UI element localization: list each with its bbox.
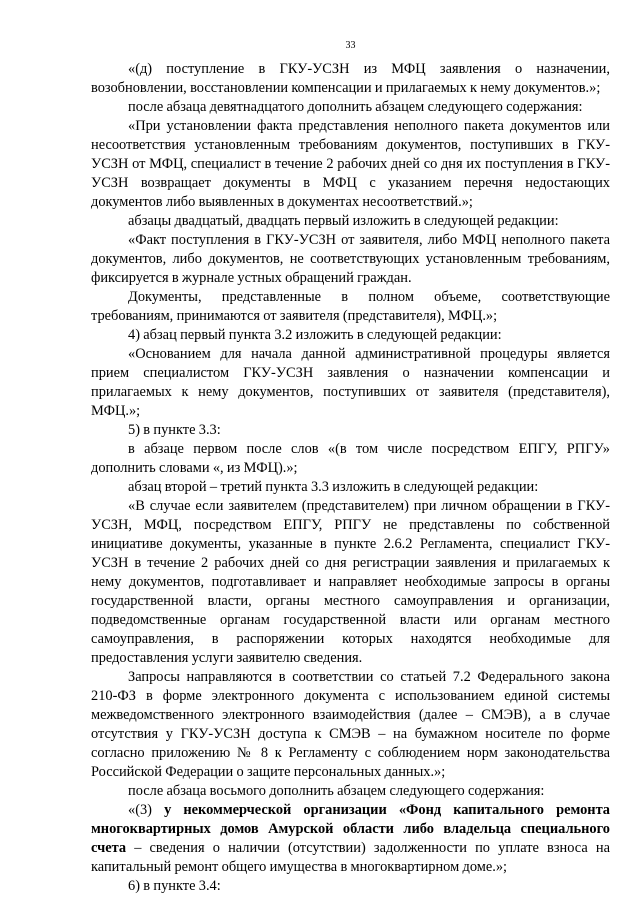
paragraph-16: 6) в пункте 3.4:: [128, 878, 221, 894]
paragraph-13: Запросы направляются в соответствии со статьей 7.2 Федерального закона 210-ФЗ в форме электронного документа с использованием единой системы межведомственного электронного взаимодействия (далее – СМЭВ), а в случае отсутствия у ГКУ-УСЗН доступа к СМЭВ – на бумажном носителе по форме согласно приложению № 8 к Регламенту с соблюдением норм законодательства Российской Федерации о защите персональных данных.»;: [91, 669, 610, 780]
page-number: 33: [345, 40, 356, 51]
paragraph-7: 4) абзац первый пункта 3.2 изложить в следующей редакции:: [128, 327, 502, 343]
paragraph-12: «В случае если заявителем (представителем) при личном обращении в ГКУ-УСЗН, МФЦ, посредством ЕПГУ, РПГУ не представлены по собственной инициативе документы, указанные в пункте 2.6.2 Регламента, специалист ГКУ-УСЗН в течение 2 рабочих дней со дня регистрации заявления и прилагаемых к нему документов, подготавливает и направляет необходимые запросы в органы государственной власти, органы местного самоуправления и организации, подведомственные органам государственной власти или органам местного самоуправления, в распоряжении которых находятся необходимые для предоставления услуги заявителю сведения.: [91, 498, 610, 666]
paragraph-2: после абзаца девятнадцатого дополнить абзацем следующего содержания:: [128, 99, 583, 115]
paragraph-15-bold-text: у некоммерческой организации «Фонд капитального ремонта многоквартирных домов Амурской области либо владельца специального счета: [91, 802, 611, 856]
paragraph-11: абзац второй – третий пункта 3.3 изложить в следующей редакции:: [128, 479, 539, 495]
paragraph-8: «Основанием для начала данной административной процедуры является прием специалистом ГКУ-УСЗН заявления о назначении компенсации и прилагаемых к нему документов, поступивших от заявителя (представителя), МФЦ.»;: [91, 346, 610, 419]
paragraph-4: абзацы двадцатый, двадцать первый изложить в следующей редакции:: [128, 213, 559, 229]
paragraph-3: «При установлении факта представления неполного пакета документов или несоответствия установленным требованиям документов, поступивших в ГКУ-УСЗН от МФЦ, специалист в течение 2 рабочих дней со дня их поступления в ГКУ-УСЗН возвращает документы в МФЦ с указанием перечня недостающих документов либо выявленных в документах несоответствий.»;: [91, 118, 610, 210]
paragraph-1: «(д) поступление в ГКУ-УСЗН из МФЦ заявления о назначении, возобновлении, восстановлении компенсации и прилагаемых к нему документов.»;: [91, 61, 610, 96]
paragraph-6: Документы, представленные в полном объеме, соответствующие требованиям, принимаются от заявителя (представителя), МФЦ.»;: [91, 289, 610, 324]
paragraph-15-prefix: «(3): [128, 802, 165, 818]
paragraph-5: «Факт поступления в ГКУ-УСЗН от заявителя, либо МФЦ неполного пакета документов, либо документов, не соответствующих установленным требованиям, фиксируется в журнале устных обращений граждан.: [91, 232, 610, 286]
paragraph-9: 5) в пункте 3.3:: [128, 422, 221, 438]
paragraph-10: в абзаце первом после слов «(в том числе посредством ЕПГУ, РПГУ» дополнить словами «, из МФЦ).»;: [91, 441, 610, 476]
paragraph-14: после абзаца восьмого дополнить абзацем следующего содержания:: [128, 783, 545, 799]
paragraph-15: [91, 801, 610, 877]
paragraph-15-suffix: – сведения о наличии (отсутствии) задолженности по уплате взноса на капитальный ремонт общего имущества в многоквартирном доме.»;: [91, 840, 610, 875]
